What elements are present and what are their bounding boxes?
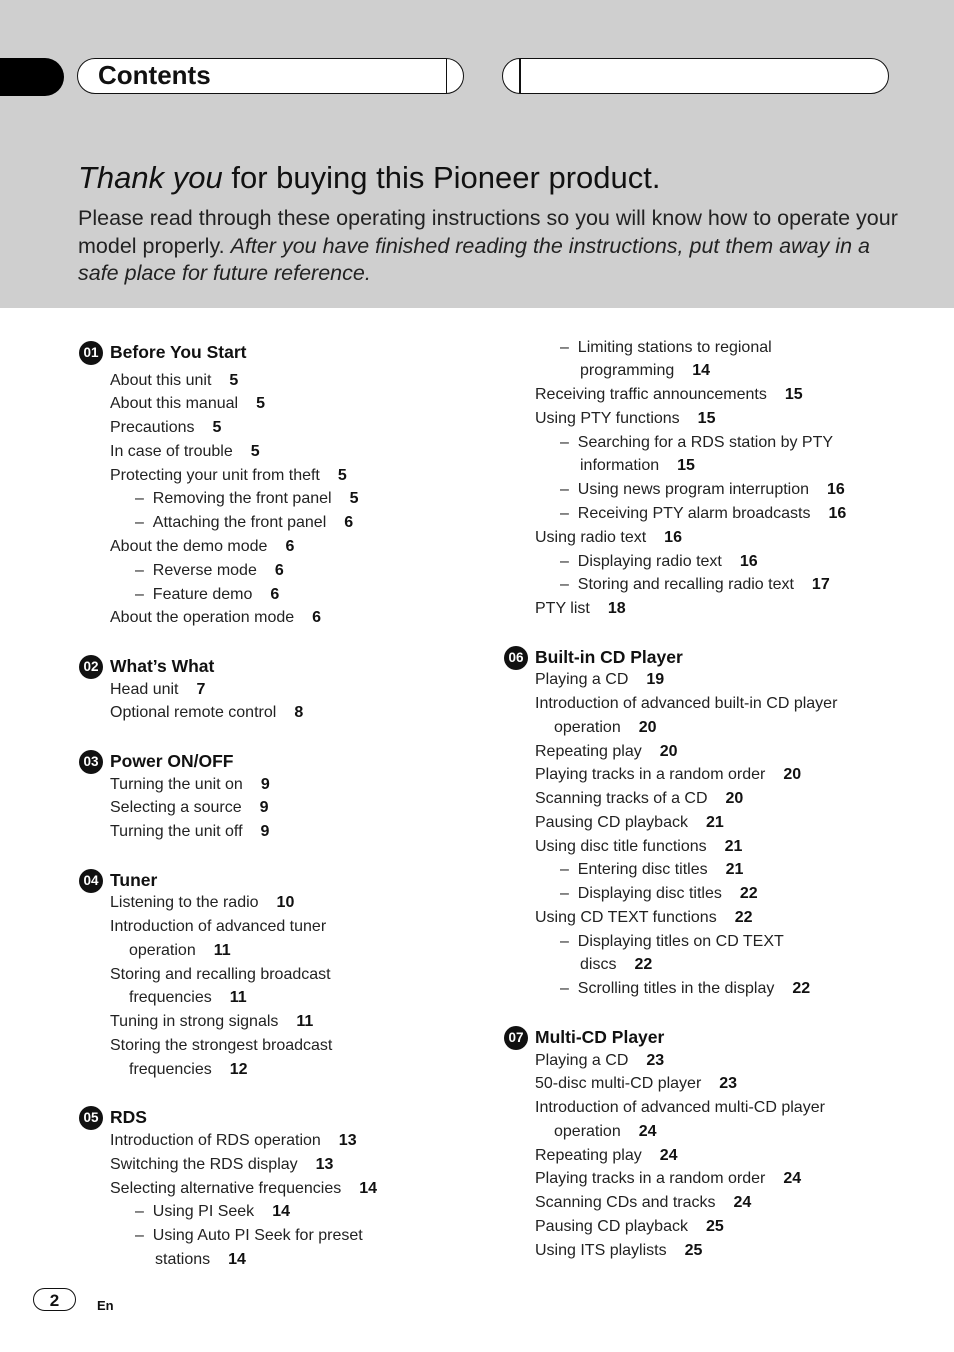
- toc-entry[interactable]: Listening to the radio 10: [110, 894, 295, 911]
- toc-subentry[interactable]: – Searching for a RDS station by PTY: [560, 434, 834, 451]
- toc-entry[interactable]: Repeating play 24: [535, 1147, 678, 1164]
- toc-entry[interactable]: About this manual 5: [110, 395, 265, 412]
- toc-subentry-continued[interactable]: stations 14: [155, 1251, 246, 1268]
- toc-entry[interactable]: In case of trouble 5: [110, 443, 260, 460]
- toc-entry[interactable]: About this unit 5: [110, 372, 239, 389]
- toc-entry-continued[interactable]: frequencies 11: [129, 989, 247, 1006]
- toc-subentry-continued[interactable]: programming 14: [580, 362, 711, 379]
- page-number: 2: [33, 1288, 76, 1311]
- section-number-badge: 03: [79, 750, 103, 774]
- section-title: What’s What: [110, 656, 215, 676]
- header-black-tab: [0, 58, 64, 96]
- toc-entry-continued[interactable]: operation 11: [129, 942, 231, 959]
- toc-entry[interactable]: Receiving traffic announcements 15: [535, 386, 803, 403]
- toc-subentry[interactable]: – Storing and recalling radio text 17: [560, 576, 830, 593]
- toc-entry[interactable]: Scanning tracks of a CD 20: [535, 790, 744, 807]
- section-number-badge: 01: [79, 341, 103, 365]
- toc-entry-continued[interactable]: frequencies 12: [129, 1061, 248, 1078]
- toc-subentry[interactable]: – Scrolling titles in the display 22: [560, 980, 811, 997]
- toc-entry[interactable]: Playing a CD 23: [535, 1052, 665, 1069]
- toc-entry[interactable]: About the operation mode 6: [110, 609, 322, 626]
- section-title: Multi-CD Player: [535, 1027, 665, 1047]
- toc-subentry[interactable]: – Receiving PTY alarm broadcasts 16: [560, 505, 847, 522]
- toc-subentry[interactable]: – Reverse mode 6: [135, 562, 284, 579]
- toc-entry[interactable]: Selecting alternative frequencies 14: [110, 1180, 378, 1197]
- toc-subentry[interactable]: – Using Auto PI Seek for preset: [135, 1227, 363, 1244]
- toc-entry[interactable]: Precautions 5: [110, 419, 222, 436]
- toc-entry[interactable]: Introduction of advanced tuner: [110, 918, 327, 935]
- intro-paragraph: Please read through these operating instructions so you will know how to operate your model properly. After you have finished reading the instructions, put them away in a safe place for future reference.: [78, 206, 898, 285]
- toc-subentry[interactable]: – Displaying titles on CD TEXT: [560, 933, 784, 950]
- toc-entry[interactable]: Using radio text 16: [535, 529, 682, 546]
- toc-subentry[interactable]: – Feature demo 6: [135, 586, 280, 603]
- toc-entry[interactable]: Introduction of RDS operation 13: [110, 1132, 357, 1149]
- section-title: Built-in CD Player: [535, 647, 683, 667]
- toc-entry[interactable]: 50-disc multi-CD player 23: [535, 1075, 738, 1092]
- toc-entry-continued[interactable]: operation 24: [554, 1123, 657, 1140]
- language-code: En: [97, 1298, 114, 1313]
- toc-subentry[interactable]: – Using PI Seek 14: [135, 1203, 290, 1220]
- toc-entry[interactable]: Tuning in strong signals 11: [110, 1013, 314, 1030]
- toc-entry[interactable]: Using disc title functions 21: [535, 838, 743, 855]
- toc-subentry[interactable]: – Displaying disc titles 22: [560, 885, 758, 902]
- toc-entry[interactable]: Turning the unit off 9: [110, 823, 270, 840]
- contents-title: Contents: [98, 60, 211, 90]
- toc-entry[interactable]: Playing tracks in a random order 24: [535, 1170, 802, 1187]
- toc-entry[interactable]: Switching the RDS display 13: [110, 1156, 334, 1173]
- toc-subentry[interactable]: – Entering disc titles 21: [560, 861, 744, 878]
- toc-entry[interactable]: Protecting your unit from theft 5: [110, 467, 347, 484]
- toc-entry[interactable]: Using CD TEXT functions 22: [535, 909, 753, 926]
- toc-entry[interactable]: About the demo mode 6: [110, 538, 295, 555]
- toc-entry[interactable]: Storing the strongest broadcast: [110, 1037, 333, 1054]
- toc-entry[interactable]: Introduction of advanced multi-CD player: [535, 1099, 825, 1116]
- empty-tab: [502, 58, 889, 94]
- toc-entry-continued[interactable]: operation 20: [554, 719, 657, 736]
- toc-subentry[interactable]: – Removing the front panel 5: [135, 490, 359, 507]
- toc-subentry[interactable]: – Limiting stations to regional: [560, 339, 772, 356]
- section-number-badge: 04: [79, 869, 103, 893]
- toc-entry[interactable]: Using PTY functions 15: [535, 410, 716, 427]
- section-number-badge: 07: [504, 1026, 528, 1050]
- toc-entry[interactable]: Playing tracks in a random order 20: [535, 766, 802, 783]
- toc-entry[interactable]: Playing a CD 19: [535, 671, 665, 688]
- toc-entry[interactable]: PTY list 18: [535, 600, 626, 617]
- thank-you-heading: Thank you for buying this Pioneer product.: [78, 160, 661, 195]
- toc-entry[interactable]: Repeating play 20: [535, 743, 678, 760]
- toc-entry[interactable]: Using ITS playlists 25: [535, 1242, 703, 1259]
- toc-entry[interactable]: Storing and recalling broadcast: [110, 966, 331, 983]
- toc-subentry-continued[interactable]: information 15: [580, 457, 695, 474]
- section-number-badge: 02: [79, 655, 103, 679]
- toc-entry[interactable]: Scanning CDs and tracks 24: [535, 1194, 752, 1211]
- toc-entry[interactable]: Pausing CD playback 25: [535, 1218, 724, 1235]
- toc-subentry[interactable]: – Attaching the front panel 6: [135, 514, 354, 531]
- toc-subentry[interactable]: – Displaying radio text 16: [560, 553, 758, 570]
- section-number-badge: 05: [79, 1106, 103, 1130]
- toc-entry[interactable]: Introduction of advanced built-in CD player: [535, 695, 838, 712]
- section-title: Power ON/OFF: [110, 751, 234, 771]
- toc-entry[interactable]: Optional remote control 8: [110, 704, 304, 721]
- toc-entry[interactable]: Turning the unit on 9: [110, 776, 270, 793]
- toc-entry[interactable]: Head unit 7: [110, 681, 206, 698]
- section-title: RDS: [110, 1107, 147, 1127]
- section-number-badge: 06: [504, 646, 528, 670]
- section-title: Before You Start: [110, 342, 247, 362]
- toc-subentry[interactable]: – Using news program interruption 16: [560, 481, 845, 498]
- toc-entry[interactable]: Selecting a source 9: [110, 799, 269, 816]
- section-title: Tuner: [110, 870, 158, 890]
- toc-entry[interactable]: Pausing CD playback 21: [535, 814, 724, 831]
- toc-subentry-continued[interactable]: discs 22: [580, 956, 653, 973]
